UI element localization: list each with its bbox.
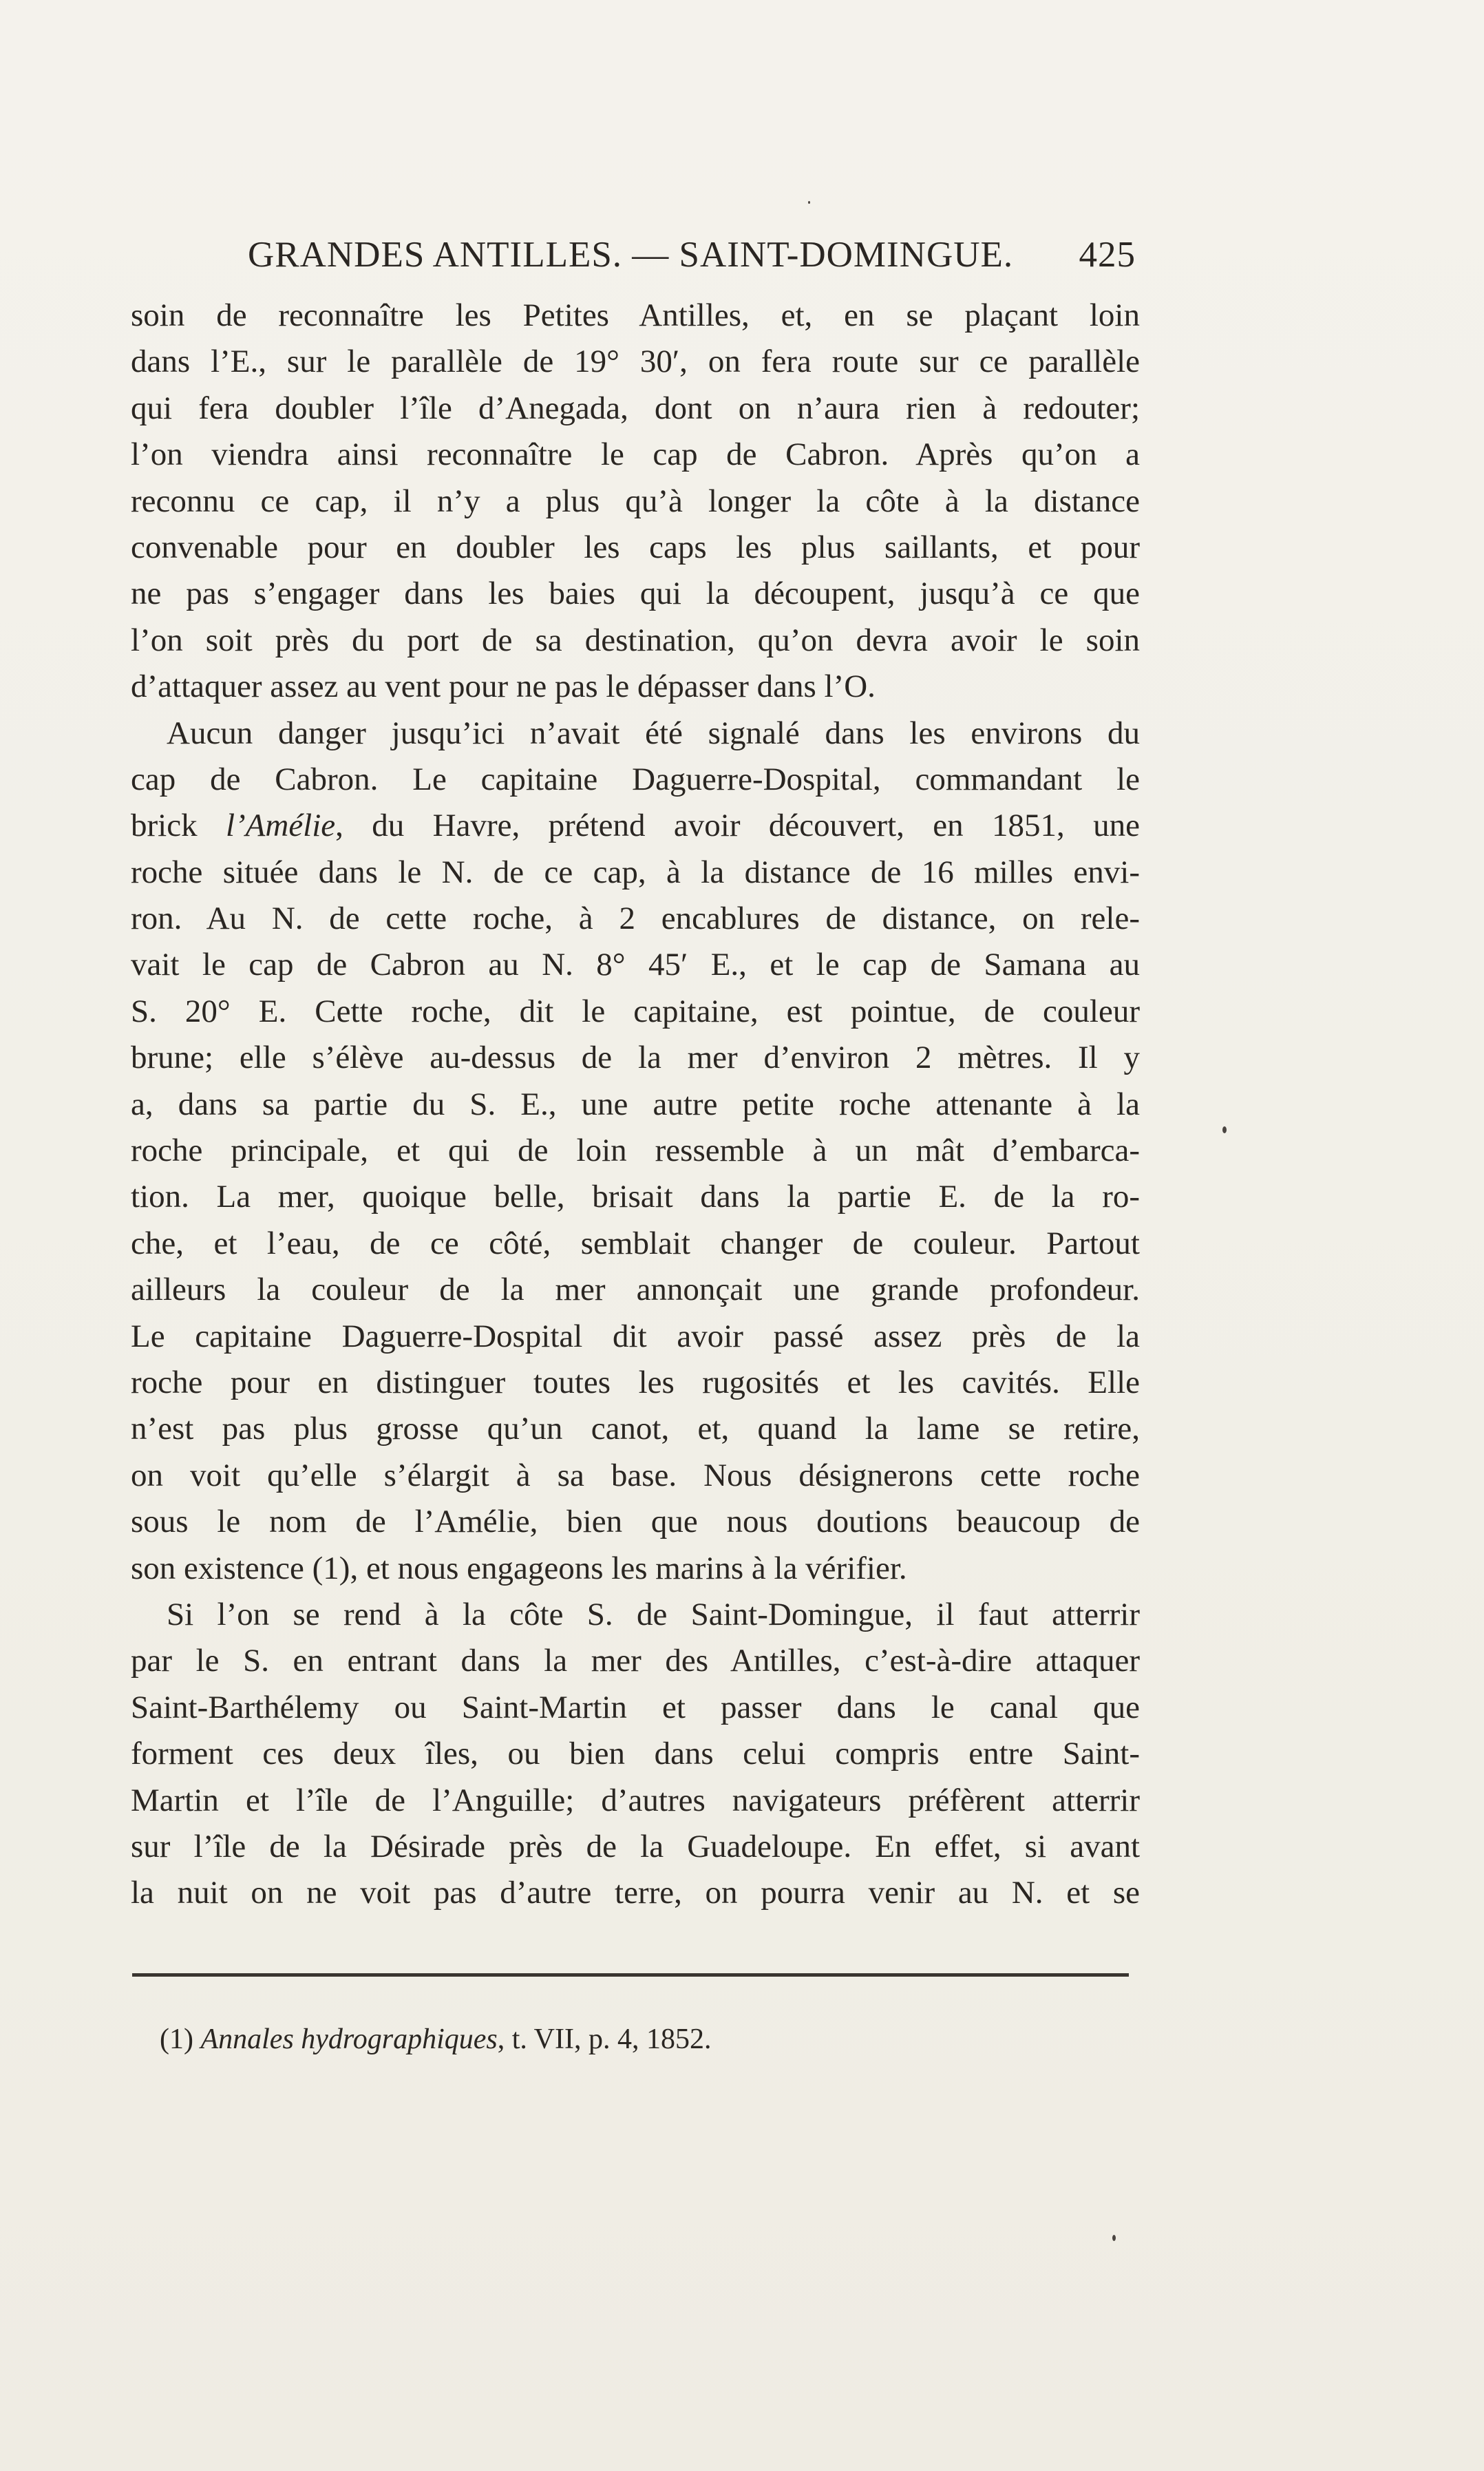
text-line: roche pour en distinguer toutes les rugosités et les cavités. Elle (131, 1364, 1140, 1400)
page-number: 425 (1079, 235, 1136, 275)
text-line: l’on soit près du port de sa destination, qu’on devra avoir le soin (131, 622, 1140, 658)
footnote-marker: (1) (160, 2023, 201, 2055)
ink-speck (1222, 1126, 1227, 1133)
ship-name: l’Amélie (225, 808, 336, 844)
text-line: S. 20° E. Cette roche, dit le capitaine, est pointue, de couleur (131, 993, 1140, 1029)
text-line: sous le nom de l’Amélie, bien que nous doutions beaucoup de (131, 1504, 1140, 1540)
text-line: sur l’île de la Désirade près de la Guadeloupe. En effet, si avant (131, 1828, 1140, 1864)
text-line: cap de Cabron. Le capitaine Daguerre-Dospital, commandant le (131, 761, 1140, 797)
text-line-brick (131, 803, 1140, 849)
footnote-rule (132, 1973, 1129, 1977)
text-line: la nuit on ne voit pas d’autre terre, on pourra venir au N. et se (131, 1875, 1140, 1911)
text-line: par le S. en entrant dans la mer des Antilles, c’est-à-dire attaquer (131, 1643, 1140, 1679)
text-line: l’on viendra ainsi reconnaître le cap de Cabron. Après qu’on a (131, 437, 1140, 473)
text-line: ron. Au N. de cette roche, à 2 encablures de distance, on rele- (131, 901, 1140, 937)
text-line: on voit qu’elle s’élargit à sa base. Nous désignerons cette roche (131, 1457, 1140, 1493)
ink-speck (1112, 2235, 1116, 2241)
text-line: forment ces deux îles, ou bien dans celui compris entre Saint- (131, 1736, 1140, 1772)
text-line: tion. La mer, quoique belle, brisait dans la partie E. de la ro- (131, 1179, 1140, 1215)
text-line: reconnu ce cap, il n’y a plus qu’à longer la côte à la distance (131, 483, 1140, 519)
footnote (160, 2019, 711, 2060)
text-line: dans l’E., sur le parallèle de 19° 30′, on fera route sur ce parallèle (131, 344, 1140, 380)
text-fragment: brick (131, 808, 226, 844)
text-line: son existence (1), et nous engageons les marins à la vérifier. (131, 1550, 907, 1586)
running-title: GRANDES ANTILLES. — SAINT-DOMINGUE. (248, 235, 1014, 275)
text-fragment: , du Havre, prétend avoir découvert, en 1851, une (335, 808, 1140, 844)
running-head (248, 227, 1136, 282)
text-line: Si l’on se rend à la côte S. de Saint-Domingue, il faut atterrir (167, 1596, 1140, 1632)
text-line: qui fera doubler l’île d’Anegada, dont on n’aura rien à redouter; (131, 390, 1140, 426)
text-line: Martin et l’île de l’Anguille; d’autres navigateurs préfèrent atterrir (131, 1782, 1140, 1818)
footnote-source-title: Annales hydrographiques (200, 2023, 498, 2055)
text-line: ne pas s’engager dans les baies qui la découpent, jusqu’à ce que (131, 576, 1140, 612)
text-line: brune; elle s’élève au-dessus de la mer d’environ 2 mètres. Il y (131, 1040, 1140, 1076)
text-line: Le capitaine Daguerre-Dospital dit avoir passé assez près de la (131, 1318, 1140, 1354)
text-line: Saint-Barthélemy ou Saint-Martin et passer dans le canal que (131, 1689, 1140, 1725)
footnote-reference: , t. VII, p. 4, 1852. (497, 2023, 712, 2055)
text-line: d’attaquer assez au vent pour ne pas le dépasser dans l’O. (131, 669, 876, 705)
text-line: soin de reconnaître les Petites Antilles, et, en se plaçant loin (131, 297, 1140, 333)
text-line: che, et l’eau, de ce côté, semblait changer de couleur. Partout (131, 1225, 1140, 1261)
text-line: ailleurs la couleur de la mer annonçait une grande profondeur. (131, 1272, 1140, 1308)
text-line: a, dans sa partie du S. E., une autre petite roche attenante à la (131, 1086, 1140, 1122)
text-line: roche située dans le N. de ce cap, à la distance de 16 milles envi- (131, 854, 1140, 890)
text-line: Aucun danger jusqu’ici n’avait été signalé dans les environs du (167, 715, 1140, 751)
text-line: roche principale, et qui de loin ressemble à un mât d’embarca- (131, 1133, 1140, 1169)
text-line: convenable pour en doubler les caps les plus saillants, et pour (131, 529, 1140, 565)
text-line: n’est pas plus grosse qu’un canot, et, quand la lame se retire, (131, 1411, 1140, 1447)
ink-speck (808, 201, 810, 204)
body-text (131, 293, 1140, 1917)
text-line: vait le cap de Cabron au N. 8° 45′ E., et le cap de Samana au (131, 947, 1140, 983)
